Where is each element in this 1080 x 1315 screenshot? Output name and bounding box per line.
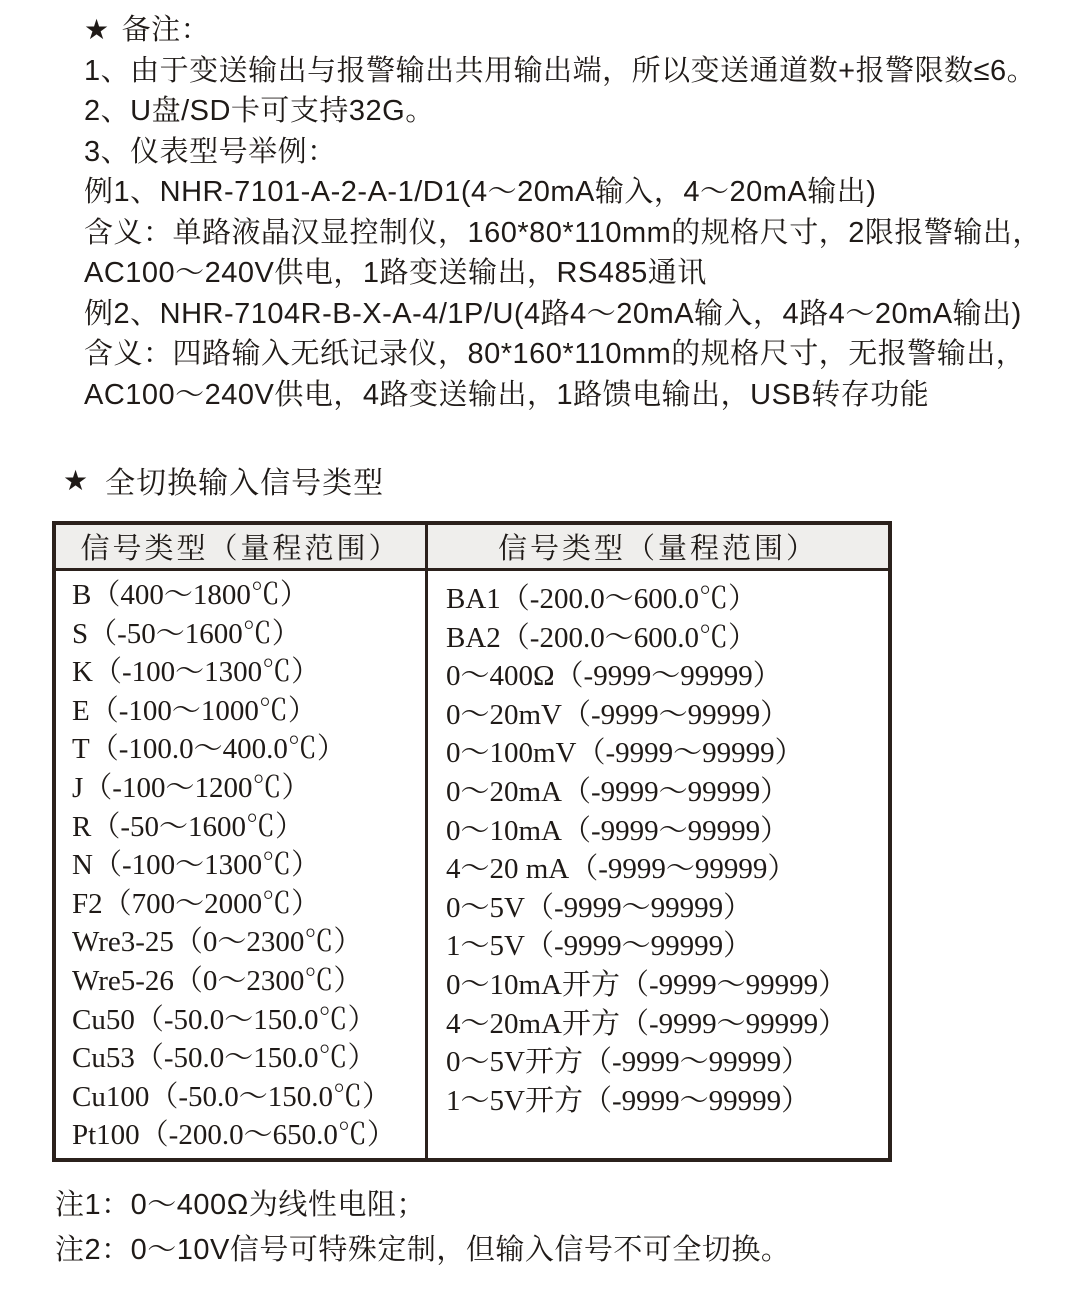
table-row: N（-100～1300℃）	[72, 849, 321, 882]
table-row: R（-50～1600℃）	[72, 810, 305, 843]
table-header-row	[56, 525, 888, 571]
table-row: BA2（-200.0～600.0℃）	[446, 621, 757, 654]
remark-line: AC100～240V供电，1路变送输出，RS485通讯	[84, 257, 707, 289]
remark-line: 1、由于变送输出与报警输出共用输出端，所以变送通道数+报警限数≤6。	[84, 54, 1037, 87]
table-row: Cu100（-50.0～150.0℃）	[72, 1080, 392, 1113]
signal-type-table	[52, 521, 892, 1162]
table-row: J（-100～1200℃）	[72, 771, 311, 804]
star-icon: ★	[63, 464, 90, 496]
remark-line: 3、仪表型号举例：	[84, 135, 337, 168]
table-row: 0～5V（-9999～99999）	[446, 891, 753, 924]
footnotes	[55, 1183, 790, 1273]
table-row: K（-100～1300℃）	[72, 656, 321, 689]
footnote-line: 注2：0～10V信号可特殊定制，但输入信号不可全切换。	[55, 1234, 791, 1266]
table-column-left	[56, 571, 428, 1158]
table-row: S（-50～1600℃）	[72, 617, 301, 650]
table-column-right	[428, 571, 888, 1158]
table-row: Cu50（-50.0～150.0℃）	[72, 1003, 377, 1036]
remarks-lines	[84, 51, 1042, 416]
remark-line: 含义：四路输入无纸记录仪，80*160*110mm的规格尺寸，无报警输出，	[84, 338, 1026, 370]
table-row: Pt100（-200.0～650.0℃）	[72, 1119, 396, 1152]
table-row: B（400～1800℃）	[72, 579, 309, 611]
table-body	[56, 571, 888, 1158]
table-row: 0～20mA（-9999～99999）	[446, 775, 790, 808]
table-row: 0～10mA开方（-9999～99999）	[446, 968, 848, 1001]
table-header-left: 信号类型（量程范围）	[56, 525, 428, 568]
remark-line: AC100～240V供电，4路变送输出，1路馈电输出，USB转存功能	[84, 378, 930, 411]
table-row: 0～20mV（-9999～99999）	[446, 698, 790, 731]
remarks-title-text: 备注：	[121, 14, 211, 46]
table-row: Wre5-26（0～2300℃）	[72, 964, 363, 997]
remarks-title	[84, 10, 1034, 51]
table-row: 1～5V（-9999～99999）	[446, 930, 753, 963]
table-header-right: 信号类型（量程范围）	[497, 533, 818, 565]
remark-line: 2、U盘/SD卡可支持32G。	[84, 95, 435, 127]
table-row: T（-100.0～400.0℃）	[72, 733, 346, 766]
star-icon: ★	[84, 14, 110, 45]
footnote-line: 注1：0～400Ω为线性电阻；	[55, 1189, 426, 1221]
table-row: Wre3-25（0～2300℃）	[72, 926, 363, 959]
table-row: E（-100～1000℃）	[72, 694, 317, 727]
table-row: BA1（-200.0～600.0℃）	[446, 583, 757, 615]
remark-line: 例2、NHR-7104R-B-X-A-4/1P/U(4路4～20mA输入，4路4～20mA输出)	[84, 297, 1022, 330]
remarks-section	[84, 10, 1042, 415]
signal-section-title: 全切换输入信号类型	[105, 467, 385, 500]
table-row: 0～5V开方（-9999～99999）	[446, 1046, 811, 1079]
table-row: 4～20 mA（-9999～99999）	[446, 853, 797, 886]
table-row: 0～400Ω（-9999～99999）	[446, 660, 782, 693]
remark-line: 含义：单路液晶汉显控制仪，160*80*110mm的规格尺寸，2限报警输出，	[84, 216, 1042, 249]
remark-line: 例1、NHR-7101-A-2-A-1/D1(4～20mA输入，4～20mA输出)	[84, 176, 877, 208]
table-row: 4～20mA开方（-9999～99999）	[446, 1007, 848, 1040]
table-row: 0～10mA（-9999～99999）	[446, 814, 790, 847]
table-row: 0～100mV（-9999～99999）	[446, 737, 804, 770]
table-row: F2（700～2000℃）	[72, 887, 321, 920]
table-row: 1～5V开方（-9999～99999）	[446, 1084, 811, 1117]
table-row: Cu53（-50.0～150.0℃）	[72, 1042, 377, 1075]
signal-section-heading	[63, 458, 384, 502]
